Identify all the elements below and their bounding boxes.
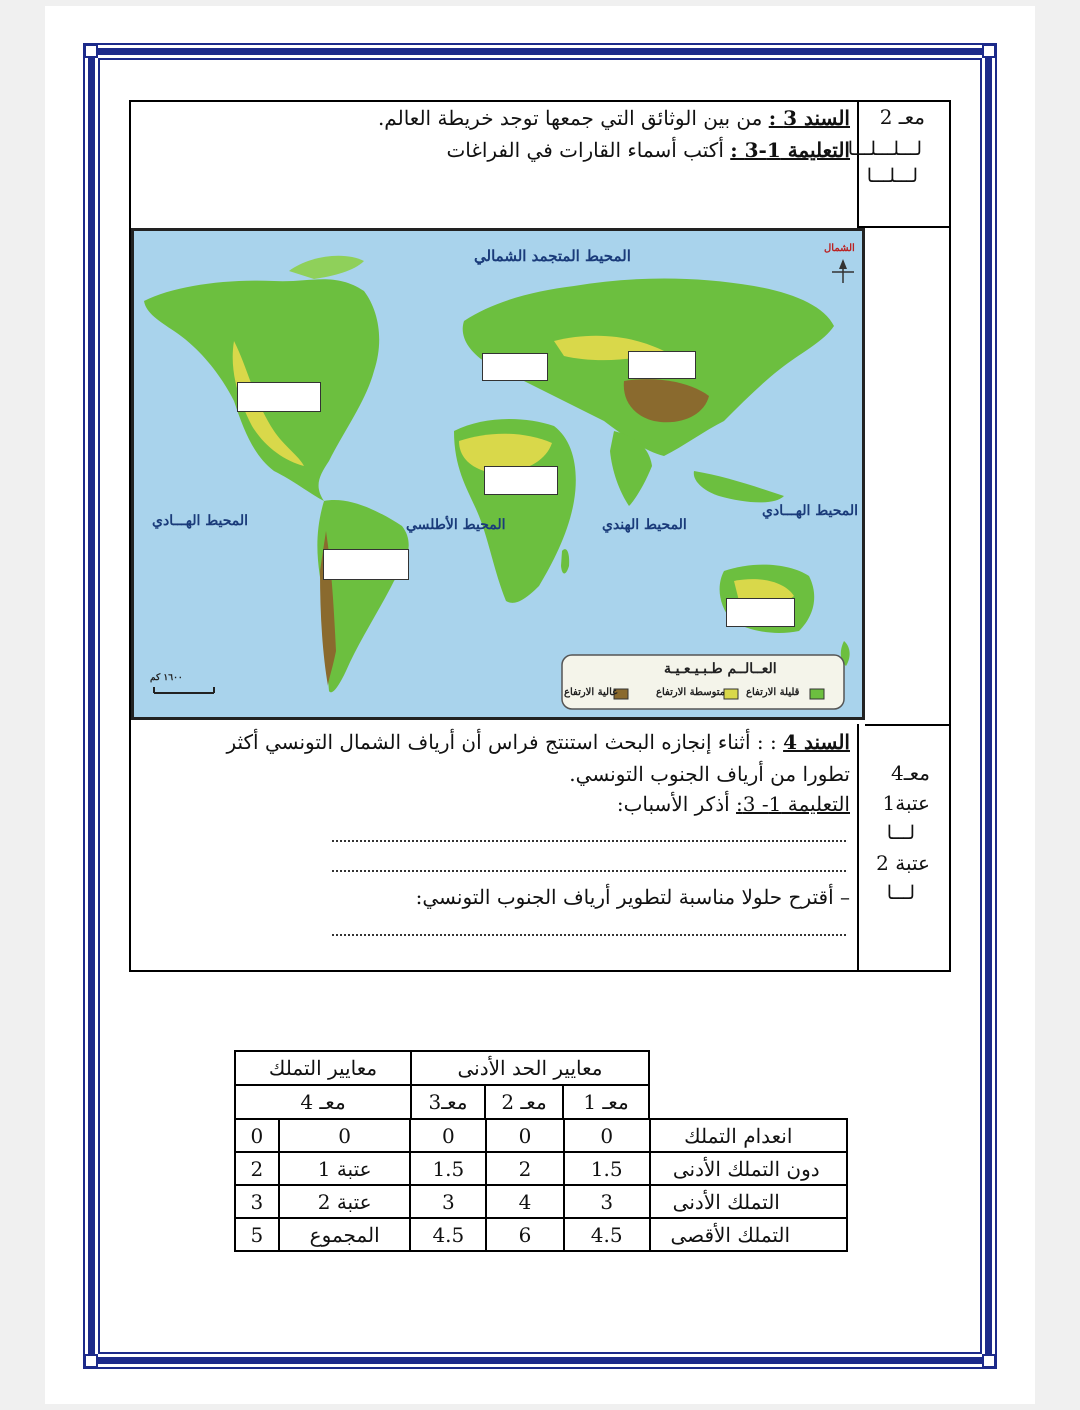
legend-title: العــالــم طـبـيـعـيـة: [664, 661, 777, 677]
ocean-label-indian: المحيط الهندي: [602, 517, 687, 533]
sanad4-title: السند 4: [783, 730, 850, 754]
border-corner: [84, 44, 98, 58]
row-divider: [865, 724, 951, 726]
continent-answer-box-south-america[interactable]: [323, 549, 409, 580]
sanad4-line1: [226, 730, 850, 754]
sanad4-text-line1: أثناء إنجازه البحث استنتج فراس أن أرياف الشمال التونسي أكثر: [226, 730, 751, 754]
grading-total-cell: 3: [235, 1185, 279, 1218]
sanad4-text-line2: تطورا من أرياف الجنوب التونسي.: [569, 762, 850, 786]
ocean-label-pacific-right: المحيط الهـــادي: [762, 503, 859, 519]
answer-line[interactable]: [332, 840, 846, 842]
grading-level-label: انعدام التملك: [650, 1119, 847, 1152]
row-divider: [857, 226, 951, 228]
continent-answer-box-europe[interactable]: [482, 353, 548, 381]
sanad4-instruction-text: أذكر الأسباب:: [616, 792, 730, 816]
sanad3-criterion: معـ 2: [879, 105, 925, 129]
sanad3-text: من بين الوثائق التي جمعها توجد خريطة العالم.: [377, 106, 763, 130]
sanad4-threshold1: عتبة1: [882, 791, 930, 815]
grading-col-m3: معـ3: [428, 1090, 468, 1114]
border-corner: [982, 44, 996, 58]
grading-m3-cell: 0: [410, 1119, 486, 1152]
grading-level-label: التملك الأدنى: [650, 1185, 847, 1218]
grading-m2-cell: 2: [486, 1152, 564, 1185]
sanad3-instruction-text: أكتب أسماء القارات في الفراغات: [446, 138, 724, 162]
sanad3-instruction-label: التعليمة 1-3 :: [730, 138, 850, 162]
border-corner: [84, 1354, 98, 1368]
grading-header-minimum: معايير الحد الأدنى: [457, 1056, 603, 1080]
sanad4-colon: : :: [756, 730, 777, 754]
sanad4-threshold2-marks: لـــا: [886, 882, 915, 904]
grading-m2-cell: 6: [486, 1218, 564, 1251]
ocean-label-atlantic: المحيط الأطلسي: [406, 517, 506, 533]
grading-m2-cell: 4: [486, 1185, 564, 1218]
sanad4-instruction-line: [617, 792, 850, 816]
grading-m4-cell: المجموع: [279, 1218, 411, 1251]
world-physical-map: [131, 228, 865, 720]
table-row: [235, 1119, 847, 1152]
table-row: [235, 1218, 847, 1251]
grading-col-m1: معـ 1: [583, 1090, 629, 1114]
table-row: [235, 1185, 847, 1218]
legend-label-high: عالية الارتفاع: [564, 687, 619, 698]
grading-m4-cell: عتبة 1: [279, 1152, 411, 1185]
north-label: الشمال: [824, 243, 855, 254]
legend-swatch-low: [810, 689, 824, 699]
continent-answer-box-africa[interactable]: [484, 466, 558, 495]
continent-answer-box-australia[interactable]: [726, 598, 795, 627]
sanad4-proposal: – أقترح حلولا مناسبة لتطوير أرياف الجنوب التونسي:: [415, 885, 850, 909]
answer-line[interactable]: [332, 934, 846, 936]
answer-line[interactable]: [332, 870, 846, 872]
column-divider: [857, 724, 859, 972]
grading-m1-cell: 1.5: [564, 1152, 650, 1185]
table-row: [235, 1152, 847, 1185]
continent-answer-box-north-america[interactable]: [237, 382, 321, 412]
grading-m1-cell: 0: [564, 1119, 650, 1152]
sanad4-threshold1-marks: لـــا: [886, 822, 915, 844]
sanad3-title: السند 3 :: [768, 106, 850, 130]
grading-m2-cell: 0: [486, 1119, 564, 1152]
grading-table: [234, 1118, 848, 1252]
grading-m3-cell: 4.5: [410, 1218, 486, 1251]
grading-header-mastery: معايير التملك: [268, 1056, 378, 1080]
continent-answer-box-asia[interactable]: [628, 351, 696, 379]
grading-m1-cell: 4.5: [564, 1218, 650, 1251]
grading-m3-cell: 3: [410, 1185, 486, 1218]
grading-level-label: التملك الأقصى: [650, 1218, 847, 1251]
scale-label: ١٦٠٠ كم: [150, 673, 183, 683]
sanad4-criterion: معـ4: [891, 761, 930, 785]
grading-level-label: دون التملك الأدنى: [650, 1152, 847, 1185]
grading-m4-cell: عتبة 2: [279, 1185, 411, 1218]
sanad3-instruction-line: [446, 138, 850, 162]
grading-total-cell: 5: [235, 1218, 279, 1251]
grading-m4-cell: 0: [279, 1119, 411, 1152]
legend-label-low: قليلة الارتفاع: [746, 687, 800, 698]
grading-m3-cell: 1.5: [410, 1152, 486, 1185]
grading-m1-cell: 3: [564, 1185, 650, 1218]
sanad4-instruction-label: التعليمة 1- 3:: [736, 792, 850, 816]
ocean-label-pacific-left: المحيط الهـــادي: [152, 513, 249, 529]
sanad3-score-marks: لـــلـــا: [866, 165, 918, 187]
sanad4-threshold2: عتبة 2: [876, 851, 930, 875]
sanad3-line: [378, 106, 850, 130]
grading-col-m4: معـ 4: [300, 1090, 346, 1114]
grading-col-m2: معـ 2: [501, 1090, 547, 1114]
legend-label-mid: متوسطة الارتفاع: [656, 687, 726, 698]
grading-total-cell: 2: [235, 1152, 279, 1185]
grading-total-cell: 0: [235, 1119, 279, 1152]
legend-swatch-mid: [724, 689, 738, 699]
ocean-label-arctic: المحيط المتجمد الشمالي: [474, 247, 631, 265]
border-corner: [982, 1354, 996, 1368]
sanad3-score-marks: لـــلـــلـــا: [847, 138, 922, 160]
column-divider: [857, 100, 859, 228]
